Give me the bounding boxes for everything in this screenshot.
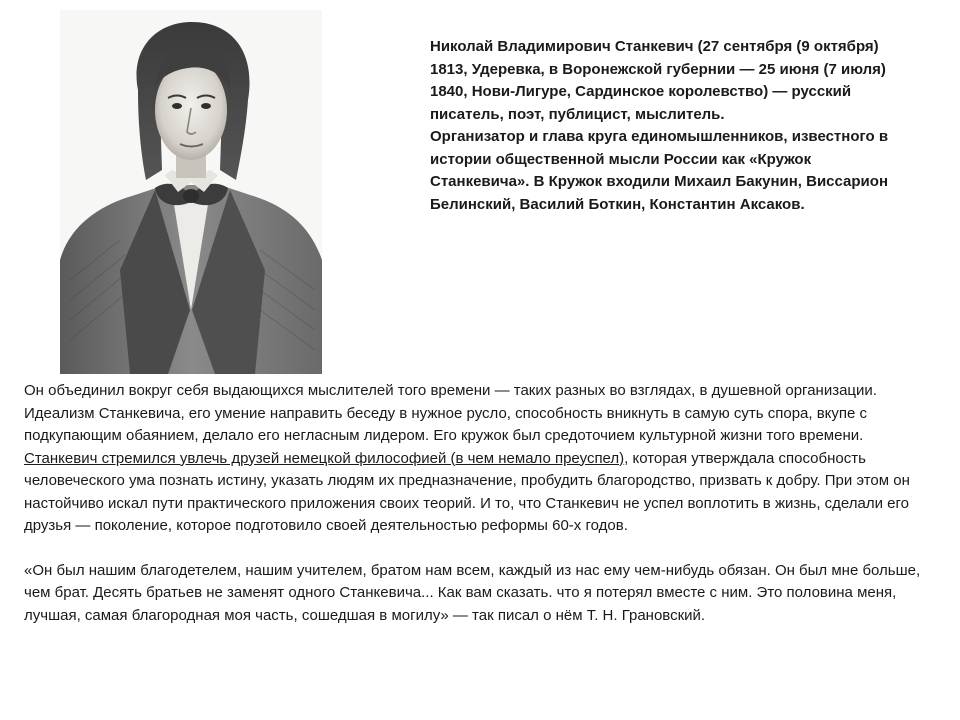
paragraph-link[interactable]: Станкевич стремился увлечь друзей немецкой философией (в чем немало преуспел) [24, 449, 625, 467]
main-text [24, 380, 936, 627]
main-paragraph [24, 380, 936, 538]
biography-summary [430, 36, 900, 216]
paragraph-end: , которая утверждала способность человеческого ума познать истину, указать людям их предназначение, пробудить благородство, призвать к добру. При этом он настойчиво искал пути практического приложения своих теорий. И то, что Станкевич не успел воплотить в жизнь, сделали его друзья — поколение, которое подготовило своей деятельностью реформы 60-х годов. [24, 449, 910, 534]
paragraph-start: Он объединил вокруг себя выдающихся мыслителей того времени — таких разных во взглядах, в душевной организации. Идеализм Станкевича, его умение направить беседу в нужное русло, способность вникнуть в самую суть спора, вкупе с подкупающим обаянием, делало его негласным лидером. Его кружок был средоточием культурной жизни того времени. [24, 382, 877, 444]
biography-line-2: Организатор и глава круга единомышленников, известного в истории общественной мысли России как «Кружок Станкевича». В Кружок входили Михаил Бакунин, Виссарион Белинский, Василий Боткин, Константин Аксаков. [430, 128, 889, 213]
portrait-image [60, 10, 322, 374]
granovsky-quote: «Он был нашим благодетелем, нашим учителем, братом нам всем, каждый из нас ему чем-нибудь обязан. Он был мне больше, чем брат. Десять братьев не заменят одного Станкевича... Как вам сказать. что я потерял вместе с ним. Это половина меня, лучшая, самая благородная моя часть, сошедшая в могилу» — так писал о нём Т. Н. Грановский. [24, 561, 921, 624]
biography-line-1: Николай Владимирович Станкевич (27 сентября (9 октября) 1813, Удеревка, в Воронежской губернии — 25 июня (7 июля) 1840, Нови-Лигуре, Сардинское королевство) — русский писатель, поэт, публицист, мыслитель. [430, 38, 886, 123]
portrait-engraving [60, 10, 322, 374]
